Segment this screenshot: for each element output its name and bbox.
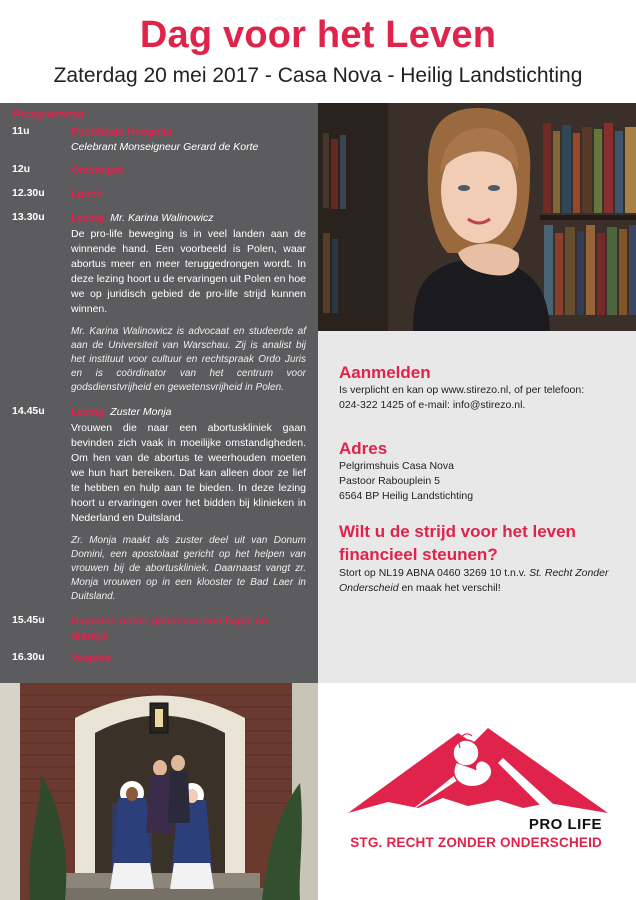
steun-section	[339, 520, 624, 596]
schedule-title-line	[71, 405, 306, 420]
steun-heading-1: Wilt u de strijd voor het leven	[339, 522, 576, 541]
adres-line-2: Pastoor Rabouplein 5	[339, 475, 440, 487]
schedule-title: Lezing	[71, 212, 105, 224]
steun-text-a: Stort op NL19 ABNA 0460 3269 10 t.n.v.	[339, 567, 530, 579]
schedule-item	[0, 163, 318, 178]
schedule-title: Vespers	[71, 652, 112, 664]
adres-section	[339, 439, 624, 504]
schedule-title: Lezing	[71, 406, 105, 418]
schedule-item	[0, 211, 318, 395]
adres-line-3: 6564 BP Heilig Landstichting	[339, 490, 474, 502]
lecture-description: De pro-life beweging is in veel landen aan de winnende hand. Een voorbeeld is Polen, waar abortus meer en meer teruggedrongen wordt. In deze lezing hoort u de ervaringen uit Polen en hoe we op juridisch gebied de pro-life strijd kunnen winnen.	[71, 228, 306, 315]
schedule-time: 15.45u	[12, 614, 45, 626]
schedule-list	[0, 125, 318, 672]
schedule-time: 12.30u	[12, 187, 45, 199]
nuns-photo	[0, 683, 318, 900]
schedule-title: Ontvangst	[71, 164, 123, 176]
aanmelden-line-1: Is verplicht en kan op www.stirezo.nl, of per telefoon:	[339, 384, 585, 396]
page-subtitle: Zaterdag 20 mei 2017 - Casa Nova - Heilig Landstichting	[53, 64, 583, 87]
schedule-time: 12u	[12, 163, 31, 175]
speaker-bio: Zr. Monja maakt als zuster deel uit van Donum Domini, een apostolaat gericht op het helpen van vrouwen bij de abortuskliniek. Daarnaast vangt zr. Monja vrouwen op in een klooster te Bad Laer in Duitsland.	[71, 535, 306, 602]
aanmelden-heading: Aanmelden	[339, 363, 431, 382]
schedule-time: 11u	[12, 125, 30, 137]
nuns-photo-image	[0, 683, 318, 900]
schedule-item	[0, 651, 318, 666]
steun-text-c: en maak het verschil!	[398, 582, 501, 594]
pro-life-logo	[318, 683, 636, 900]
organisation-name: STG. RECHT ZONDER ONDERSCHEID	[350, 835, 602, 850]
schedule-title-line	[71, 211, 306, 226]
schedule-item	[0, 405, 318, 604]
schedule-title: Pontificale Hoogmis	[71, 126, 172, 138]
speaker-name: Zuster Monja	[110, 406, 172, 418]
steun-text	[339, 566, 624, 596]
steun-heading-2: financieel steunen?	[339, 545, 498, 564]
speaker-name: Mr. Karina Walinowicz	[110, 212, 214, 224]
adres-heading: Adres	[339, 439, 388, 458]
aanmelden-section	[339, 363, 624, 413]
schedule-time: 13.30u	[12, 211, 45, 223]
schedule-title: Lunch	[71, 188, 103, 200]
aanmelden-line-2: 024-322 1425 of e-mail: info@stirezo.nl.	[339, 399, 526, 411]
schedule-item	[0, 187, 318, 202]
schedule-time: 16.30u	[12, 651, 45, 663]
programme-panel	[0, 103, 318, 683]
steun-recipient: St. Recht Zonder Onderscheid	[339, 567, 609, 594]
lecture-description: Vrouwen die naar een abortuskliniek gaan bevinden zich vaak in moeilijke omstandigheden. Om hen van de abortus te weerhouden moeten we hun hart bereiken. Dat kan alleen door ze lief te hebben en hulp aan te bieden. In deze lezing hoort u ervaringen over het bidden bij klinieken in Nederland en Duitsland.	[71, 422, 306, 524]
schedule-item	[0, 125, 318, 155]
pro-life-text: PRO LIFE	[528, 816, 602, 833]
speaker-portrait	[318, 103, 636, 331]
mountain-logo-icon	[348, 708, 608, 818]
adres-line-1: Pelgrimshuis Casa Nova	[339, 460, 454, 472]
schedule-title: Napraten onder genot van een hapje en drankje	[71, 615, 268, 642]
schedule-subtitle: Celebrant Monseigneur Gerard de Korte	[71, 141, 259, 153]
schedule-item	[0, 614, 318, 644]
info-panel	[318, 331, 636, 683]
speaker-bio: Mr. Karina Walinowicz is advocaat en studeerde af aan de Universiteit van Warschau. Zij is analist bij het instituut voor cultuur en rechtspraak Ordo Juris en is coördinator van het centrum voor godsdienstvrijheid en gewetensvrijheid in Polen.	[71, 326, 306, 393]
programme-heading: Programma	[12, 106, 85, 121]
page-title: Dag voor het Leven	[139, 14, 497, 56]
portrait-image	[318, 103, 636, 331]
schedule-time: 14.45u	[12, 405, 45, 417]
